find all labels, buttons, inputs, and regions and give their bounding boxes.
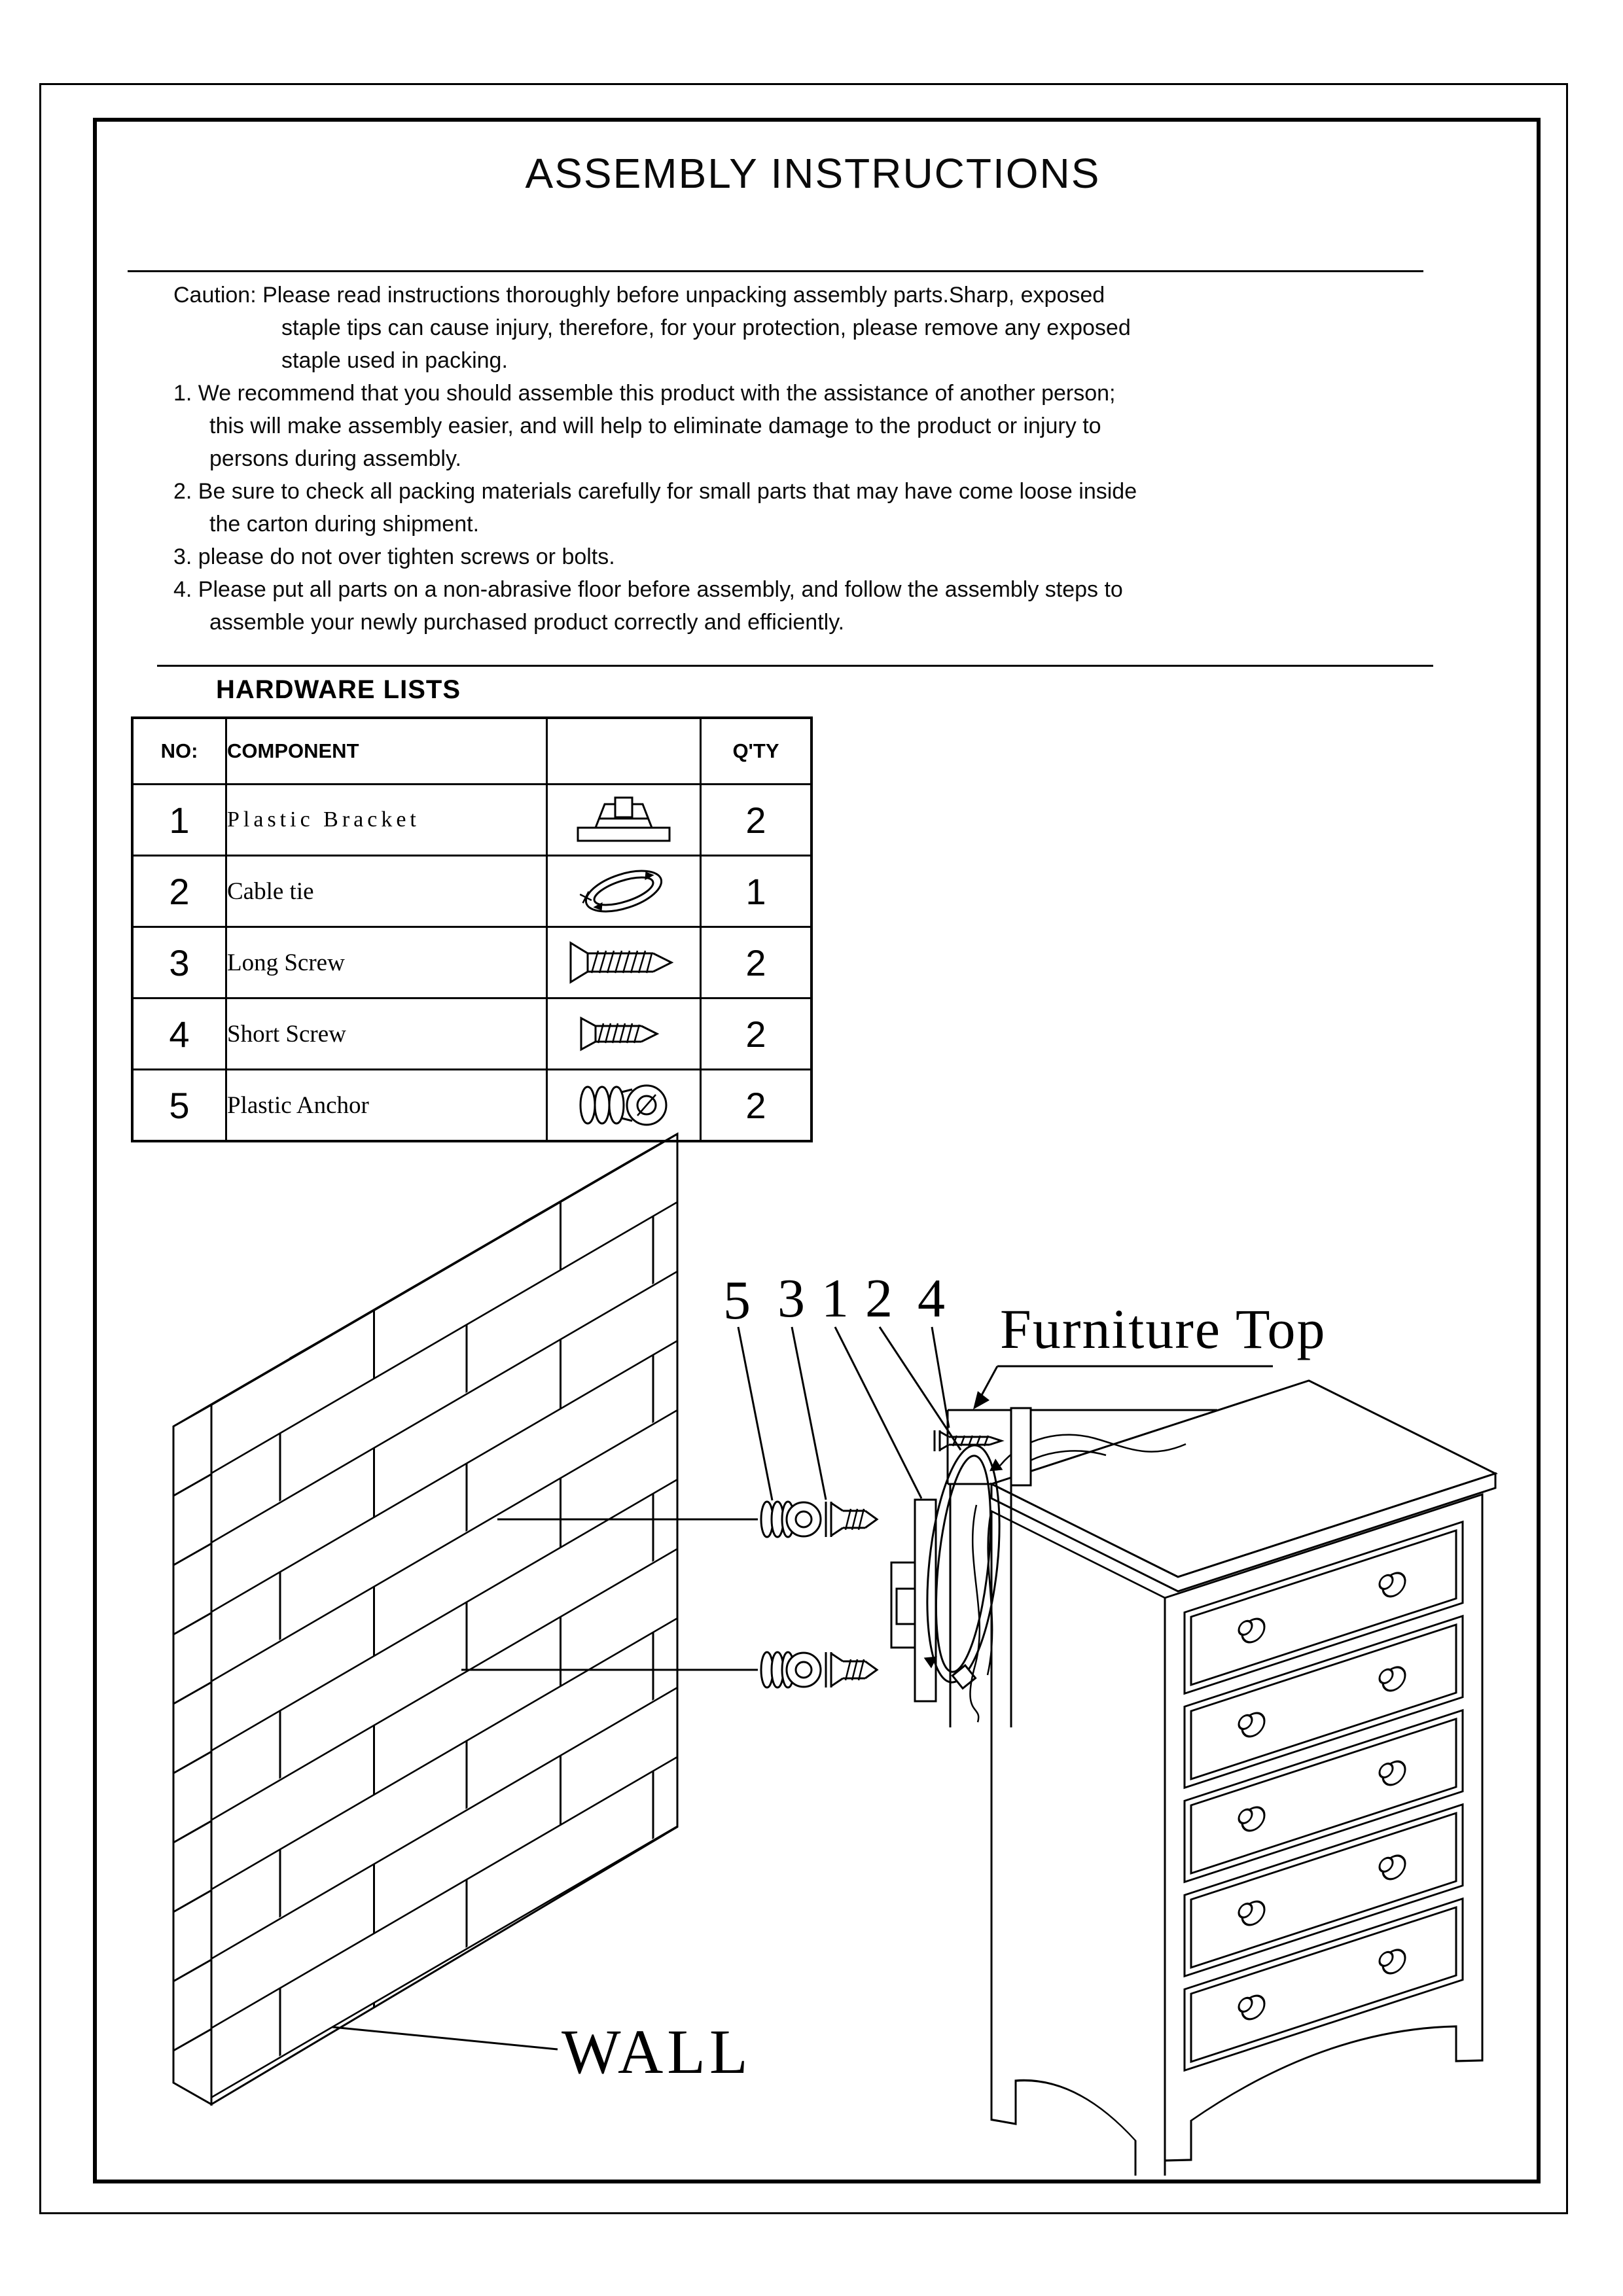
dresser-side-panel (991, 1511, 1165, 2176)
plastic-anchor-icon (548, 1078, 700, 1133)
brick-wall (173, 1134, 677, 2104)
page-title: ASSEMBLY INSTRUCTIONS (525, 150, 1101, 197)
table-row (132, 998, 812, 1070)
dresser-illustration (991, 1381, 1495, 2176)
wall-label-group (332, 2017, 752, 2087)
part-number: 4 (132, 998, 226, 1070)
part-number: 5 (132, 1070, 226, 1142)
separator-line-middle (157, 665, 1433, 667)
part-qty: 2 (701, 1070, 812, 1142)
part-qty: 2 (701, 998, 812, 1070)
furniture-top-label: Furniture Top (1000, 1298, 1327, 1360)
caution-notes (173, 279, 1456, 639)
callout-leader-lines (738, 1327, 961, 1500)
table-row (132, 927, 812, 998)
caution-line: 3. please do not over tighten screws or bolts. (173, 544, 615, 569)
part-label-1: 1 (821, 1268, 849, 1329)
part-qty: 2 (701, 927, 812, 998)
part-name: Plastic Anchor (226, 1070, 547, 1142)
col-header-no: NO: (132, 718, 226, 785)
long-screw-detail (826, 1502, 877, 1687)
long-screw-icon (548, 935, 700, 990)
part-label-3: 3 (777, 1268, 805, 1329)
wall-label: WALL (562, 2017, 752, 2087)
hardware-table (131, 716, 813, 1142)
short-screw-icon (548, 1006, 700, 1061)
plastic-bracket-icon (548, 792, 700, 847)
caution-line: 4. Please put all parts on a non-abrasive floor before assembly, and follow the assembly steps to (173, 577, 1123, 602)
part-qty: 2 (701, 785, 812, 856)
part-number: 1 (132, 785, 226, 856)
cable-tie-icon (548, 864, 700, 919)
caution-line: staple tips can cause injury, therefore, for your protection, please remove any exposed (281, 315, 1131, 340)
part-label-4: 4 (918, 1268, 945, 1329)
assembly-diagram (93, 1125, 1533, 2176)
part-label-2: 2 (865, 1268, 893, 1329)
col-header-qty: Q'TY (701, 718, 812, 785)
part-number: 3 (132, 927, 226, 998)
hardware-lists-heading: HARDWARE LISTS (216, 675, 461, 704)
table-row (132, 856, 812, 927)
part-number: 2 (132, 856, 226, 927)
dresser-front (1165, 1494, 1482, 2168)
part-name: Short Screw (226, 998, 547, 1070)
wall-bracket-detail (891, 1500, 936, 1701)
hardware-table-header (132, 718, 812, 785)
separator-line-top (128, 270, 1423, 272)
col-header-image (547, 718, 701, 785)
caution-line: 2. Be sure to check all packing materials carefully for small parts that may have come loose inside (173, 479, 1137, 504)
caution-line: staple used in packing. (281, 348, 508, 373)
caution-line: this will make assembly easier, and will help to eliminate damage to the product or injury to (209, 414, 1101, 438)
part-qty: 1 (701, 856, 812, 927)
caution-line: assemble your newly purchased product correctly and efficiently. (209, 610, 845, 635)
part-label-5: 5 (723, 1270, 751, 1331)
part-callouts (723, 1268, 961, 1500)
furniture-bracket-detail (1011, 1408, 1031, 1485)
part-name: Long Screw (226, 927, 547, 998)
caution-line: Caution: Please read instructions thoroughly before unpacking assembly parts.Sharp, exposed (173, 283, 1105, 308)
part-name: Cable tie (226, 856, 547, 927)
plastic-anchor-detail (761, 1502, 821, 1687)
col-header-component: COMPONENT (226, 718, 547, 785)
table-row (132, 785, 812, 856)
caution-line: 1. We recommend that you should assemble this product with the assistance of another person; (173, 381, 1116, 406)
caution-line: the carton during shipment. (209, 512, 480, 537)
drawer (1185, 1522, 1463, 2071)
part-name: Plastic Bracket (226, 785, 547, 856)
caution-line: persons during assembly. (209, 446, 461, 471)
